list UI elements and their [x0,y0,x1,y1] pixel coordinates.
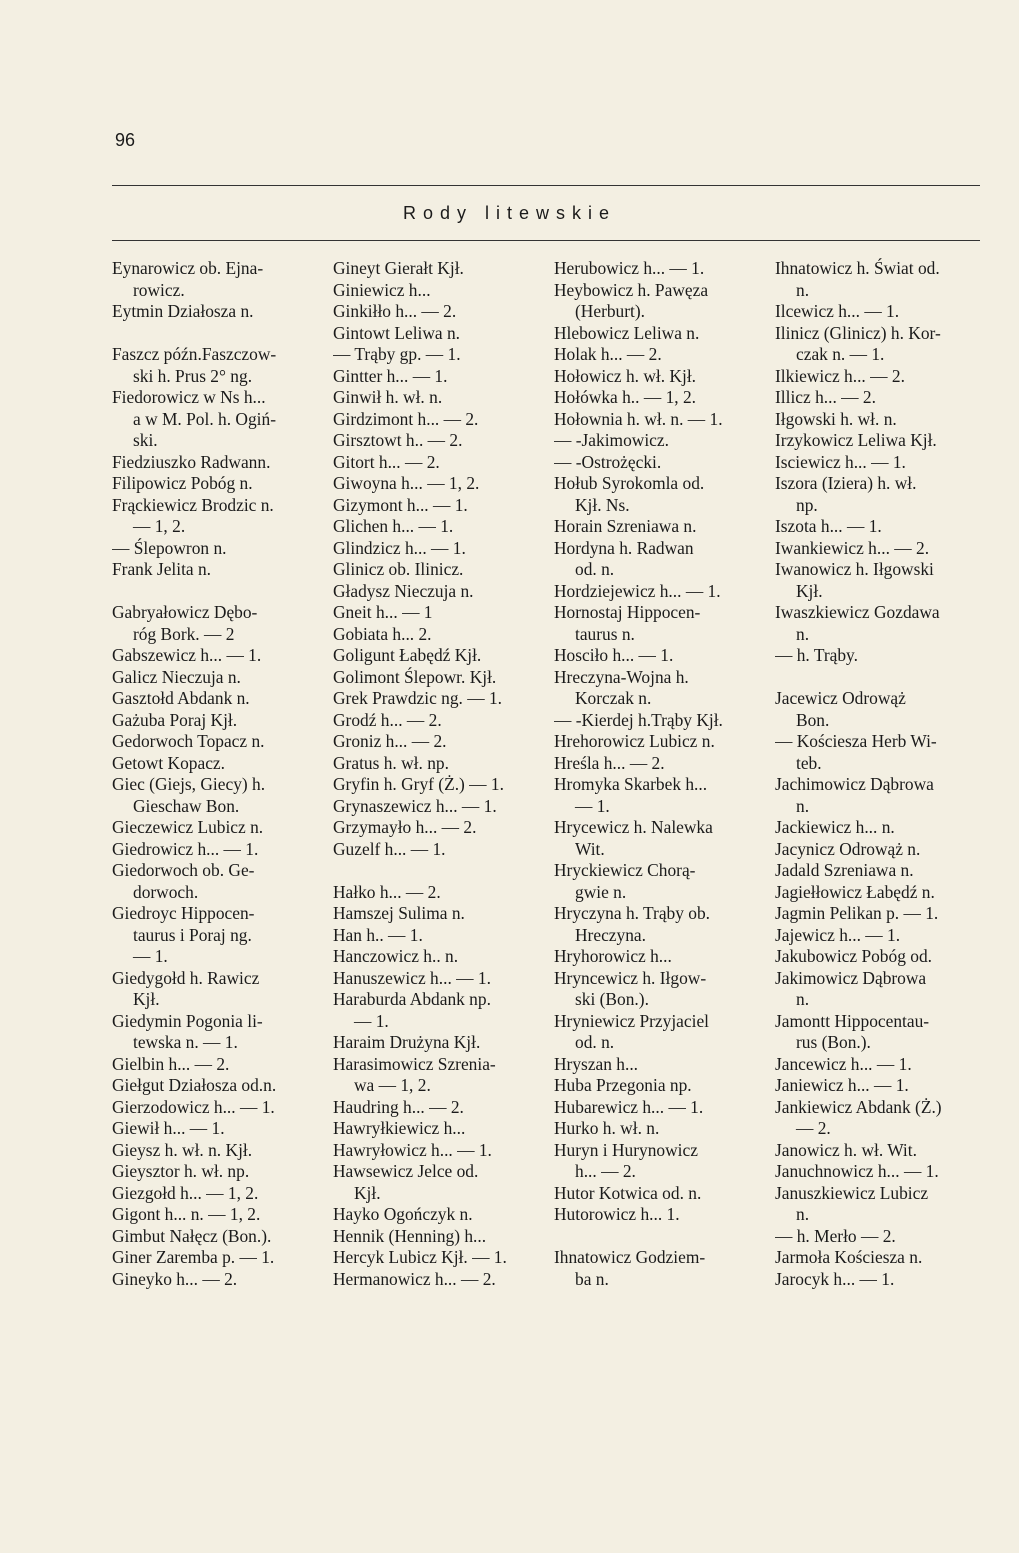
entry-line: Hordyna h. Radwan [554,537,694,558]
entry-line: Grzymayło h... — 2. [333,817,477,837]
entry-line: Eytmin Działosza n. [112,301,254,321]
blank-line [333,860,545,882]
entry-line: Hołub Syrokomla od. [554,473,705,493]
entry-line: Jarmoła Kościesza n. [775,1247,923,1267]
entries-columns [112,258,984,1288]
entry-line: Gobiata h... 2. [333,623,432,644]
entry-line: Gabszewicz h... — 1. [112,645,262,665]
entry-line: Hennik (Henning) h... [333,1225,487,1246]
header-bottom-rule [112,240,980,241]
entry-line: Jajewicz h... — 1. [775,924,901,945]
entry-line: — 1, 2. [133,516,186,536]
entry-line: ski (Bon.). [575,989,649,1009]
entry-line: Bon. [796,709,830,730]
entry-line: od. n. [575,1032,615,1052]
entry-line: Jankiewicz Abdank (Ż.) [775,1096,942,1117]
entry-line: Giedrowicz h... — 1. [112,838,259,859]
entry-line: Gielbin h... — 2. [112,1053,230,1074]
entry-line: (Herburt). [575,301,646,321]
entry-line: Grynaszewicz h... — 1. [333,795,497,816]
entry-line: Heybowicz h. Pawęza [554,279,709,300]
entry-line: Ilkiewicz h... — 2. [775,365,905,386]
entry-line: Illicz h... — 2. [775,387,876,407]
entry-line: taurus i Poraj ng. [133,924,252,945]
entry-line: Hutor Kotwica od. n. [554,1182,702,1203]
entry-line: Eynarowicz ob. Ejna- [112,258,264,278]
entry-line: — 1. [354,1010,389,1031]
entry-line: — -Jakimowicz. [554,430,669,450]
entry-line: Korczak n. [575,688,652,708]
entry-line: — 1. [133,946,168,966]
entry-line: Hamszej Sulima n. [333,903,465,923]
entry-line: Gineyko h... — 2. [112,1268,238,1289]
blank-line [775,667,987,689]
entry-line: wa — 1, 2. [354,1075,431,1095]
entry-line: Hryckiewicz Chorą- [554,860,696,880]
entry-line: Gineyt Gierałt Kjł. [333,258,464,278]
blank-line [554,1226,766,1248]
entry-line: n. [796,279,810,300]
entry-line: Glindzicz h... — 1. [333,537,466,558]
column-4 [775,258,987,1290]
entry-line: tewska n. — 1. [133,1032,238,1052]
entry-line: Giniewicz h... [333,279,431,300]
entry-line: Jackiewicz h... n. [775,817,895,837]
entry-line: Jakimowicz Dąbrowa [775,967,927,988]
entry-line: Hryncewicz h. Iłgow- [554,967,707,988]
entry-line: róg Bork. — 2 [133,623,235,644]
entry-line: Gintowt Leliwa n. [333,322,461,343]
entry-line: Iwaszkiewicz Gozdawa [775,602,940,622]
entry-line: Hałko h... — 2. [333,881,441,902]
entry-line: taurus n. [575,623,635,644]
entry-line: Huryn i Hurynowicz [554,1139,698,1160]
entry-line: Janiewicz h... — 1. [775,1075,909,1095]
entry-line: Janowicz h. wł. Wit. [775,1139,917,1160]
entry-line: rus (Bon.). [796,1032,871,1052]
entry-line: — Kościesza Herb Wi- [775,731,937,751]
entry-line: Hawryłkiewicz h... [333,1118,466,1138]
entry-line: Hrehorowicz Lubicz n. [554,731,715,751]
entry-line: Gabryałowicz Dębo- [112,602,258,622]
entry-line: Hołownia h. wł. n. — 1. [554,408,723,429]
entry-line: Grodź h... — 2. [333,709,442,730]
entry-line: Frank Jelita n. [112,559,212,579]
entry-line: Irzykowicz Leliwa Kjł. [775,430,937,450]
entry-line: — -Ostrożęcki. [554,451,662,472]
entry-line: Kjł. [133,989,160,1009]
entry-line: Haraim Drużyna Kjł. [333,1032,481,1052]
entry-line: Frąckiewicz Brodzic n. [112,494,274,515]
entry-line: Hubarewicz h... — 1. [554,1096,704,1117]
entry-line: Giec (Giejs, Giecy) h. [112,774,266,794]
entry-line: Iszota h... — 1. [775,516,882,536]
entry-line: Hordziejewicz h... — 1. [554,580,721,601]
entry-line: np. [796,494,818,515]
entry-line: Jacewicz Odrowąż [775,688,906,708]
entry-line: Hryczyna h. Trąby ob. [554,903,711,923]
top-rule [112,185,980,186]
entry-line: Gitort h... — 2. [333,451,440,472]
entry-line: n. [796,795,810,816]
entry-line: Han h.. — 1. [333,924,423,945]
entry-line: Ihnatowicz h. Świat od. [775,258,940,278]
entry-line: Gładysz Nieczuja n. [333,580,474,601]
entry-line: ski h. Prus 2° ng. [133,365,253,386]
entry-line: Giedroyc Hippocen- [112,903,255,923]
section-title: Rody litewskie [402,203,617,223]
entry-line: Ilcewicz h... — 1. [775,301,900,321]
entry-line: Hutorowicz h... 1. [554,1204,680,1224]
entry-line: Iwanowicz h. Iłgowski [775,559,934,579]
entry-line: Hreczyna-Wojna h. [554,666,689,687]
entry-line: Hermanowicz h... — 2. [333,1268,496,1289]
entry-line: Hryszan h... [554,1053,639,1074]
entry-line: Getowt Kopacz. [112,752,225,773]
entry-line: Gieczewicz Lubicz n. [112,817,264,837]
entry-line: Hlebowicz Leliwa n. [554,322,700,343]
entry-line: Hanczowicz h.. n. [333,946,459,966]
entry-line: Isciewicz h... — 1. [775,451,906,472]
entry-line: dorwoch. [133,881,199,902]
entry-line: Jagmin Pelikan p. — 1. [775,903,939,923]
entry-line: n. [796,989,810,1009]
entry-line: Gierzodowicz h... — 1. [112,1096,275,1117]
entry-line: Gryfin h. Gryf (Ż.) — 1. [333,774,504,794]
entry-line: od. n. [575,559,615,579]
entry-line: Guzelf h... — 1. [333,838,446,859]
entry-line: teb. [796,752,822,773]
entry-line: Hanuszewicz h... — 1. [333,967,491,988]
entry-line: Jakubowicz Pobóg od. [775,946,932,966]
entry-line: Jachimowicz Dąbrowa [775,774,934,794]
entry-line: Hrycewicz h. Nalewka [554,817,713,837]
entry-line: Giedygołd h. Rawicz [112,967,260,988]
entry-line: Haudring h... — 2. [333,1096,464,1117]
entry-line: a w M. Pol. h. Ogiń- [133,408,276,429]
page-number: 96 [115,130,136,150]
entry-line: Iłgowski h. wł. n. [775,408,897,429]
entry-line: Jamontt Hippocentau- [775,1010,930,1031]
entry-line: ba n. [575,1268,609,1289]
entry-line: Fiedorowicz w Ns h... [112,387,266,407]
entry-line: Hryniewicz Przyjaciel [554,1010,709,1031]
entry-line: Ihnatowicz Godziem- [554,1247,706,1267]
entry-line: ski. [133,430,158,450]
entry-line: Gimbut Nałęcz (Bon.). [112,1225,272,1246]
entry-line: Kjł. [354,1182,381,1203]
entry-line: Januchnowicz h... — 1. [775,1161,939,1181]
entry-line: Hornostaj Hippocen- [554,602,701,622]
entry-line: Glichen h... — 1. [333,516,454,536]
entry-line: Kjł. [796,580,823,601]
entry-line: Holak h... — 2. [554,344,662,364]
entry-line: Groniz h... — 2. [333,731,447,751]
entry-line: gwie n. [575,881,627,902]
entry-line: Hawryłowicz h... — 1. [333,1139,492,1160]
entry-line: Hołówka h.. — 1, 2. [554,387,697,407]
entry-line: — Ślepowron n. [112,537,227,558]
entry-line: Gażuba Poraj Kjł. [112,709,238,730]
entry-line: Ginkiłło h... — 2. [333,301,457,321]
entry-line: Giner Zaremba p. — 1. [112,1247,275,1267]
column-3 [554,258,766,1290]
entry-line: czak n. — 1. [796,344,885,364]
entry-line: Hryhorowicz h... [554,946,672,966]
entry-line: rowicz. [133,279,185,300]
column-1 [112,258,324,1290]
entry-line: Januszkiewicz Lubicz [775,1182,929,1203]
entry-line: Hayko Ogończyk n. [333,1204,473,1224]
entry-line: Jagiełłowicz Łabędź n. [775,881,935,902]
entry-line: Jadald Szreniawa n. [775,860,914,880]
entry-line: Kjł. Ns. [575,494,630,515]
entry-line: Gizymont h... — 1. [333,494,468,515]
entry-line: Gratus h. wł. np. [333,752,449,773]
entry-line: Gieschaw Bon. [133,795,240,816]
entry-line: Faszcz późn.Faszczow- [112,344,277,364]
entry-line: Giwoyna h... — 1, 2. [333,473,480,493]
entry-line: Hreczyna. [575,924,646,945]
entry-line: — h. Merło — 2. [775,1225,896,1246]
entry-line: Ginwił h. wł. n. [333,387,443,407]
entry-line: Giedymin Pogonia li- [112,1010,263,1031]
entry-line: — 1. [575,795,610,816]
entry-line: Haraburda Abdank np. [333,989,491,1009]
entry-line: — 2. [796,1118,831,1138]
entry-line: Giezgołd h... — 1, 2. [112,1182,259,1203]
entry-line: n. [796,1204,810,1224]
entry-line: Iszora (Iziera) h. wł. [775,473,917,493]
entry-line: Giedorwoch ob. Ge- [112,860,255,880]
entry-line: Giełgut Działosza od.n. [112,1075,277,1095]
entry-line: Girdzimont h... — 2. [333,408,479,429]
entry-line: Ilinicz (Glinicz) h. Kor- [775,322,941,343]
entry-line: Gedorwoch Topacz n. [112,731,265,751]
entry-line: Harasimowicz Szrenia- [333,1053,496,1074]
entry-line: Wit. [575,838,605,859]
entry-line: n. [796,623,810,644]
blank-line [112,323,324,345]
entry-line: Huba Przegonia np. [554,1075,692,1095]
entry-line: Hurko h. wł. n. [554,1118,660,1138]
entry-line: Goligunt Łabędź Kjł. [333,645,482,665]
entry-line: Grek Prawdzic ng. — 1. [333,688,503,708]
entry-line: Hreśla h... — 2. [554,752,665,773]
entry-line: h... — 2. [575,1161,636,1181]
entry-line: Gieysz h. wł. n. Kjł. [112,1139,253,1160]
entry-line: Hercyk Lubicz Kjł. — 1. [333,1247,507,1267]
entry-line: Girsztowt h.. — 2. [333,430,463,450]
entry-line: Hromyka Skarbek h... [554,774,708,794]
entry-line: Glinicz ob. Ilinicz. [333,559,464,579]
entry-line: Hołowicz h. wł. Kjł. [554,365,697,386]
entry-line: Gneit h... — 1 [333,602,433,622]
entry-line: Galicz Nieczuja n. [112,666,241,687]
entry-line: Jarocyk h... — 1. [775,1268,895,1289]
entry-line: Giewił h... — 1. [112,1118,225,1138]
entry-line: Golimont Ślepowr. Kjł. [333,666,497,687]
entry-line: Jancewicz h... — 1. [775,1053,912,1074]
entry-line: Filipowicz Pobóg n. [112,473,253,493]
column-2 [333,258,545,1290]
entry-line: — h. Trąby. [775,645,858,665]
entry-line: Hawsewicz Jelce od. [333,1161,479,1181]
entry-line: Herubowicz h... — 1. [554,258,705,278]
entry-line: Gieysztor h. wł. np. [112,1161,250,1181]
entry-line: Fiedziuszko Radwann. [112,451,271,472]
entry-line: Gintter h... — 1. [333,365,448,386]
entry-line: Gigont h... n. — 1, 2. [112,1204,261,1224]
entry-line: Hosciło h... — 1. [554,645,674,665]
entry-line: — -Kierdej h.Trąby Kjł. [554,709,723,730]
blank-line [112,581,324,603]
entry-line: Horain Szreniawa n. [554,516,697,536]
entry-line: Iwankiewicz h... — 2. [775,537,930,558]
entry-line: Jacynicz Odrowąż n. [775,838,921,859]
entry-line: Gasztołd Abdank n. [112,688,250,708]
entry-line: — Trąby gp. — 1. [333,344,461,364]
